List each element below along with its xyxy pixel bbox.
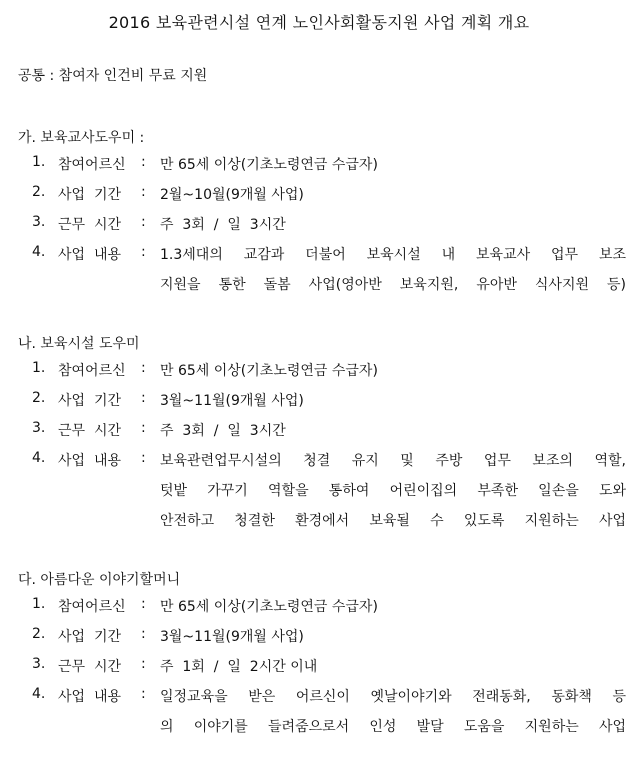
section-heading: 다. 아름다운 이야기할머니 <box>18 572 181 588</box>
item-value: 주 3회 / 일 3시간 <box>160 423 286 439</box>
item-colon: : <box>141 420 146 436</box>
item-label: 사업 기간 <box>58 393 121 409</box>
item-number: 3. <box>32 656 46 672</box>
item-colon: : <box>141 184 146 200</box>
item-value-continuation: 텃밭 가꾸기 역할을 통하여 어린이집의 부족한 일손을 도와 <box>160 483 626 499</box>
item-colon: : <box>141 214 146 230</box>
section-heading: 가. 보육교사도우미 : <box>18 130 145 146</box>
item-value: 2월~10월(9개월 사업) <box>160 187 304 203</box>
item-value-continuation: 의 이야기를 들려줌으로서 인성 발달 도움을 지원하는 사업 <box>160 719 626 735</box>
item-label: 사업 내용 <box>58 247 121 263</box>
item-label: 근무 시간 <box>58 423 121 439</box>
item-label: 근무 시간 <box>58 659 121 675</box>
item-number: 4. <box>32 244 46 260</box>
item-colon: : <box>141 686 146 702</box>
item-colon: : <box>141 656 146 672</box>
document-title: 2016 보육관련시설 연계 노인사회활동지원 사업 계획 개요 <box>108 13 530 32</box>
item-label: 참여어르신 <box>58 157 126 173</box>
item-label: 사업 기간 <box>58 629 121 645</box>
item-value-continuation: 지원을 통한 돌봄 사업(영아반 보육지원, 유아반 식사지원 등) <box>160 277 626 293</box>
item-colon: : <box>141 244 146 260</box>
item-value: 만 65세 이상(기초노령연금 수급자) <box>160 363 378 379</box>
item-number: 2. <box>32 184 46 200</box>
item-value-continuation: 안전하고 청결한 환경에서 보육될 수 있도록 지원하는 사업 <box>160 513 626 529</box>
item-colon: : <box>141 390 146 406</box>
item-colon: : <box>141 626 146 642</box>
item-value: 만 65세 이상(기초노령연금 수급자) <box>160 599 378 615</box>
item-number: 4. <box>32 686 46 702</box>
item-colon: : <box>141 596 146 612</box>
common-note: 공통 : 참여자 인건비 무료 지원 <box>18 68 208 84</box>
item-colon: : <box>141 360 146 376</box>
item-number: 1. <box>32 360 46 376</box>
section-heading: 나. 보육시설 도우미 <box>18 336 140 352</box>
item-value: 3월~11월(9개월 사업) <box>160 629 304 645</box>
item-number: 3. <box>32 420 46 436</box>
item-colon: : <box>141 154 146 170</box>
item-number: 1. <box>32 596 46 612</box>
item-label: 참여어르신 <box>58 599 126 615</box>
item-label: 사업 내용 <box>58 453 121 469</box>
item-value: 주 1회 / 일 2시간 이내 <box>160 659 318 675</box>
item-number: 3. <box>32 214 46 230</box>
item-label: 참여어르신 <box>58 363 126 379</box>
item-value: 1.3세대의 교감과 더불어 보육시설 내 보육교사 업무 보조 <box>160 247 626 263</box>
item-value: 보육관련업무시설의 청결 유지 및 주방 업무 보조의 역할, <box>160 453 626 469</box>
item-number: 2. <box>32 390 46 406</box>
item-label: 사업 기간 <box>58 187 121 203</box>
item-value: 만 65세 이상(기초노령연금 수급자) <box>160 157 378 173</box>
item-label: 사업 내용 <box>58 689 121 705</box>
item-number: 2. <box>32 626 46 642</box>
item-label: 근무 시간 <box>58 217 121 233</box>
item-number: 1. <box>32 154 46 170</box>
item-colon: : <box>141 450 146 466</box>
item-value: 주 3회 / 일 3시간 <box>160 217 286 233</box>
item-value: 일정교육을 받은 어르신이 옛날이야기와 전래동화, 동화책 등 <box>160 689 626 705</box>
item-value: 3월~11월(9개월 사업) <box>160 393 304 409</box>
item-number: 4. <box>32 450 46 466</box>
